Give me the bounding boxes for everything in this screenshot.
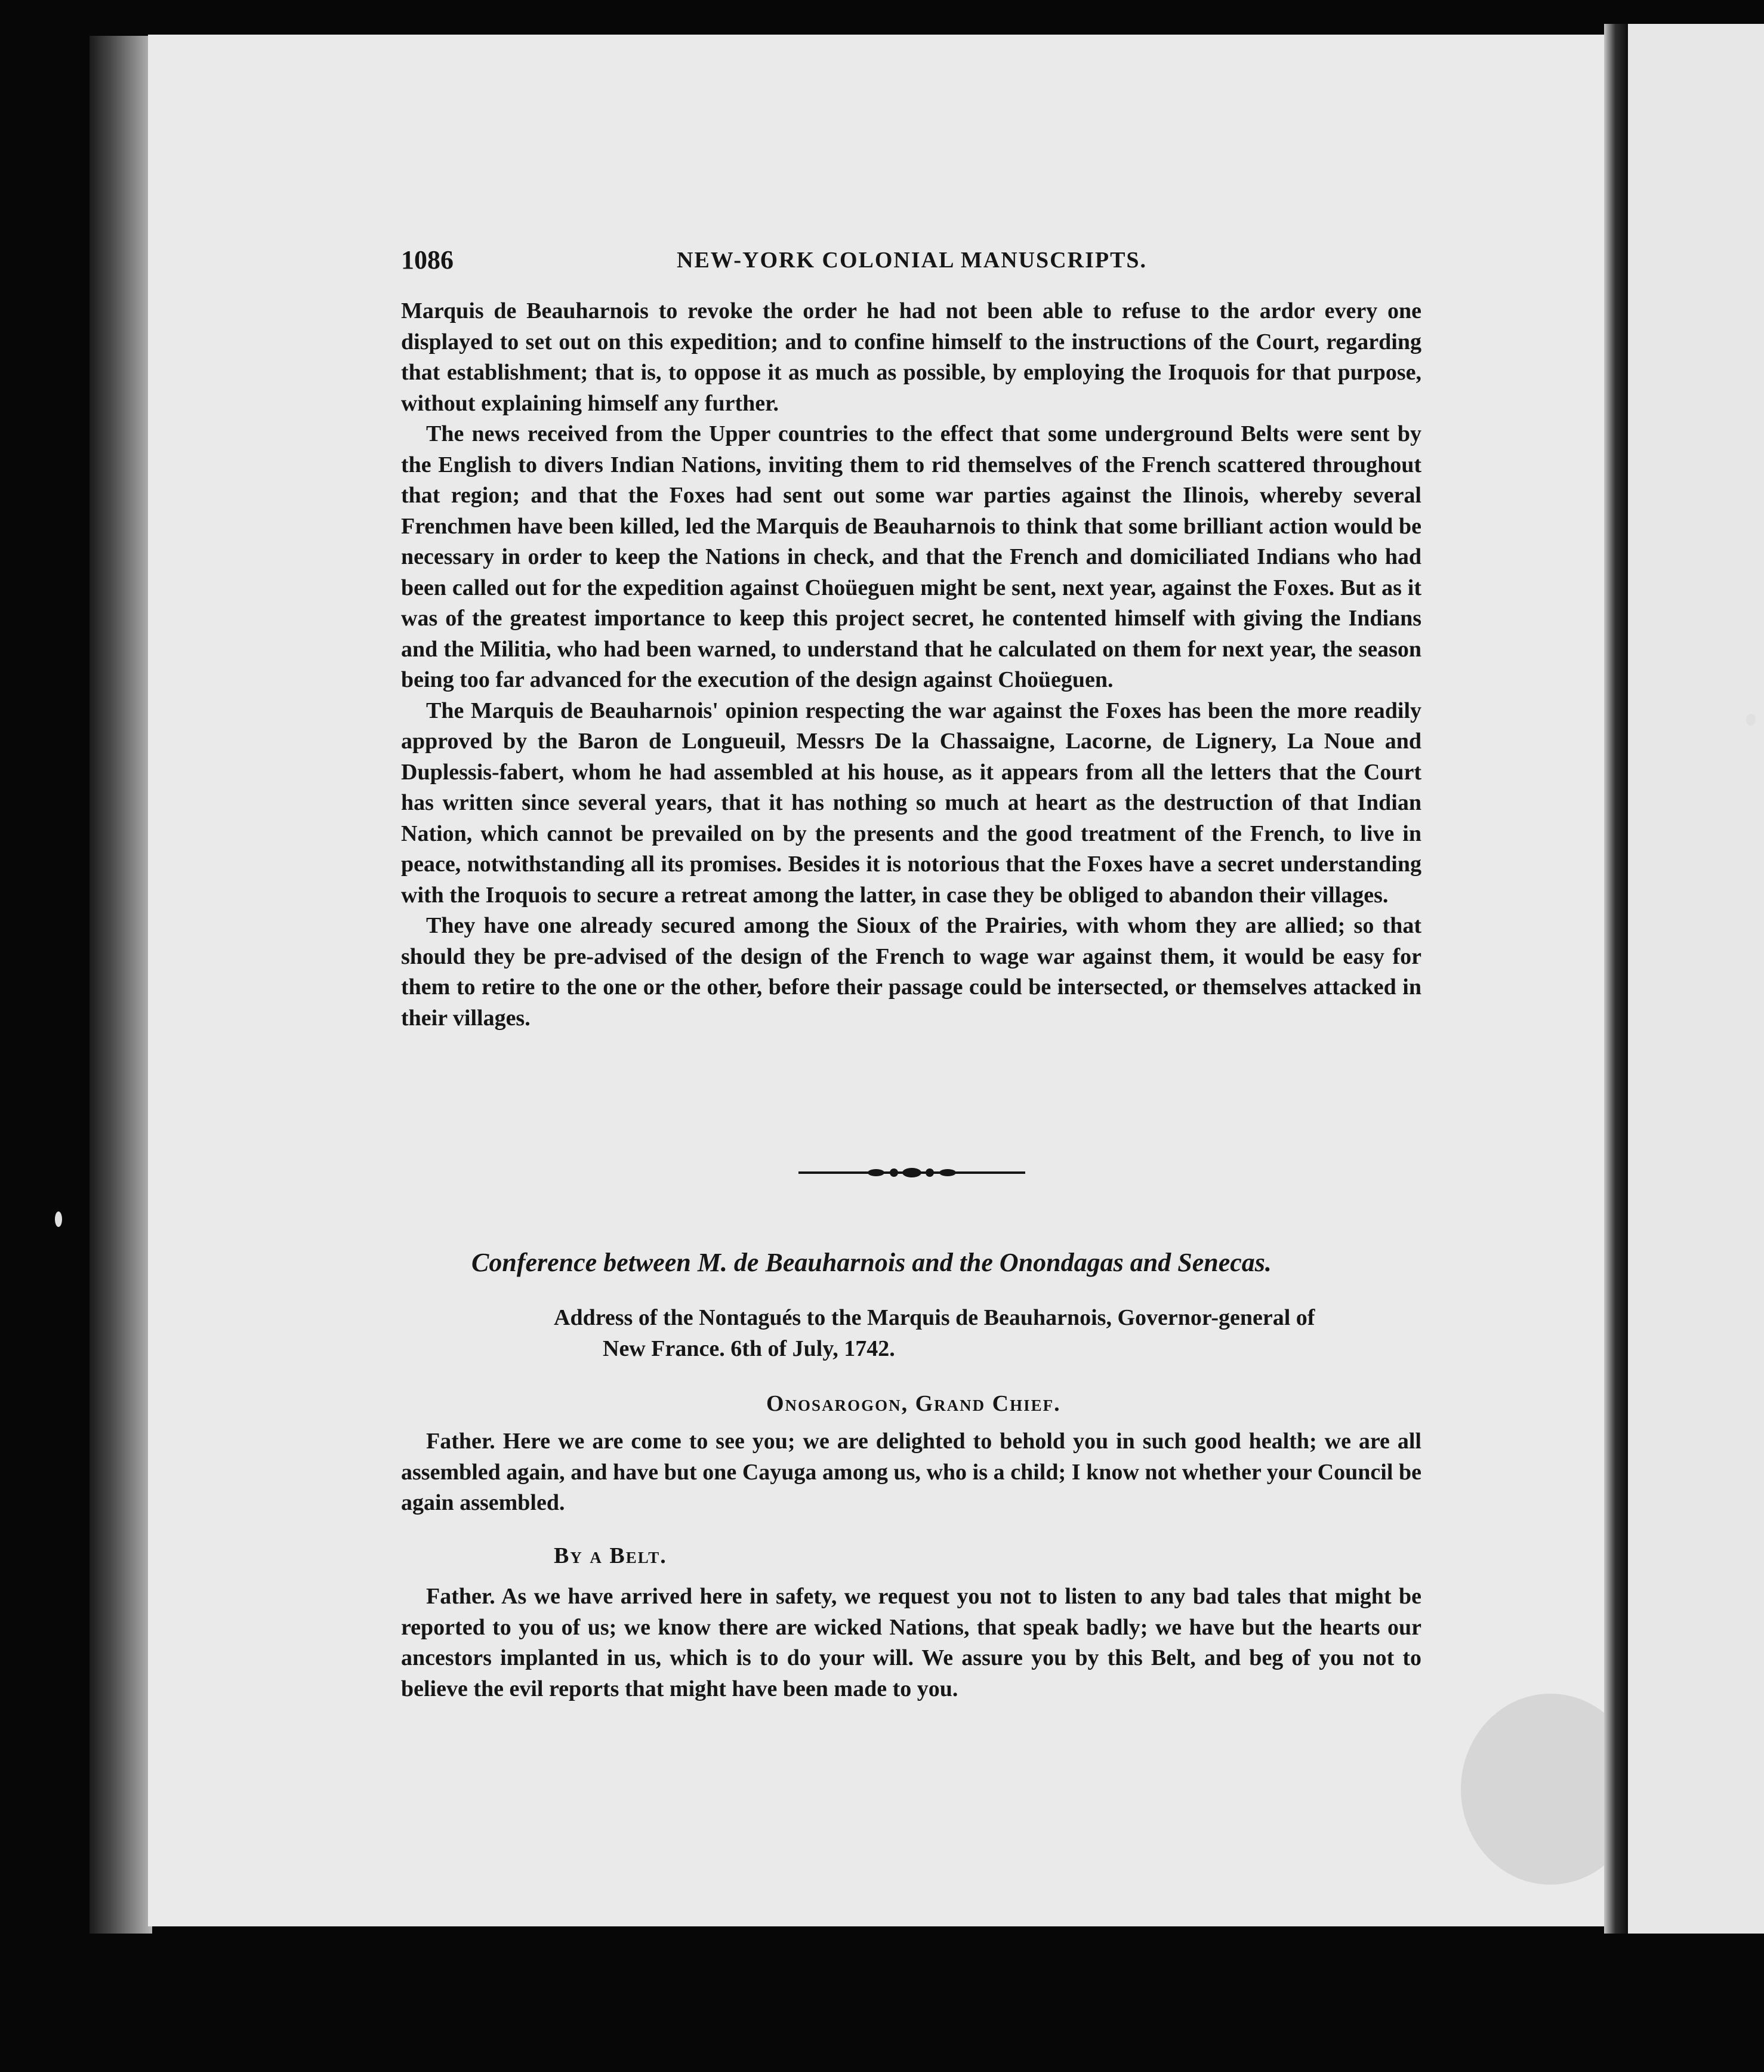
book-gutter: [1604, 24, 1629, 1934]
paragraph: The Marquis de Beauharnois' opinion respecting the war against the Foxes has been the more readily approved by the Baron de Longueuil, Messrs De la Chassaigne, Lacorne, de Lignery, La Noue and Duplessis-fabert, whom he had assembled at his house, as it appears from all the letters that the Court has written since several years, that it has nothing so much at heart as the destruction of that Indian Nation, which cannot be prevailed on by the presents and the good treatment of the French, to live in peace, notwithstanding all its promises. Besides it is notorious that the Foxes have a secret understanding with the Iroquois to secure a retreat among the latter, in case they be obliged to abandon their villages.: [401, 698, 1421, 908]
book-spine-shadow: [90, 36, 152, 1934]
paragraph: They have one already secured among the Sioux of the Prairies, with whom they are allied; so that should they be pre-advised of the design of the French to wage war against them, it would be easy for them to retire to the one or the other, before their passage could be intersected, or themselves attacked in their villages.: [401, 913, 1421, 1031]
speech-text: [401, 1426, 1421, 1519]
address-line: New France. 6th of July, 1742.: [603, 1336, 895, 1361]
page-header: [401, 245, 1427, 280]
address-heading: [554, 1302, 1423, 1364]
facing-page-edge: [1628, 24, 1764, 1934]
paragraph: The news received from the Upper countries to the effect that some underground Belts were sent by the English to divers Indian Nations, inviting them to rid themselves of the French scattered throughout that region; and that the Foxes had sent out some war parties against the Ilinois, whereby several Frenchmen have been killed, led the Marquis de Beauharnois to think that some brilliant action would be necessary in order to keep the Nations in check, and that the French and domiciliated Indians who had been called out for the expedition against Choüeguen might be sent, next year, against the Foxes. But as it was of the greatest importance to keep this project secret, he contented himself with giving the Indians and the Militia, who had been warned, to understand that he calculated on them for next year, the season being too far advanced for the execution of the design against Choüeguen.: [401, 421, 1421, 692]
scan-speck: [55, 1211, 62, 1227]
speech-paragraph: Father. Here we are come to see you; we are delighted to behold you in such good health; we are all assembled again, and have but one Cayuga among us, who is a child; I know not whether your Council be again assembled.: [401, 1429, 1421, 1515]
running-head: NEW-YORK COLONIAL MANUSCRIPTS.: [677, 248, 1148, 273]
speech-text: [401, 1581, 1421, 1704]
scan-speck: [1746, 714, 1756, 726]
speech-paragraph: Father. As we have arrived here in safety, we request you not to listen to any bad tales that might be reported to you of us; we know there are wicked Nations, that speak badly; we have but the hearts our ancestors implanted in us, which is to do your will. We assure you by this Belt, and beg of you not to believe the evil reports that might have been made to you.: [401, 1584, 1421, 1701]
address-line: Address of the Nontagués to the Marquis de Beauharnois, Governor-general of: [554, 1305, 1315, 1330]
section-divider-ornament: [798, 1165, 1025, 1180]
page-number: 1086: [401, 245, 454, 275]
speaker-heading: Onosarogon, Grand Chief.: [766, 1391, 1061, 1416]
conference-title: Conference between M. de Beauharnois and the Onondagas and Senecas.: [471, 1248, 1272, 1277]
belt-heading: By a Belt.: [554, 1543, 667, 1568]
body-text: [401, 296, 1421, 1034]
paragraph: Marquis de Beauharnois to revoke the order he had not been able to refuse to the ardor every one displayed to set out on this expedition; and to confine himself to the instructions of the Court, regarding that establishment; that is, to oppose it as much as possible, by employing the Iroquois for that purpose, without explaining himself any further.: [401, 298, 1421, 416]
